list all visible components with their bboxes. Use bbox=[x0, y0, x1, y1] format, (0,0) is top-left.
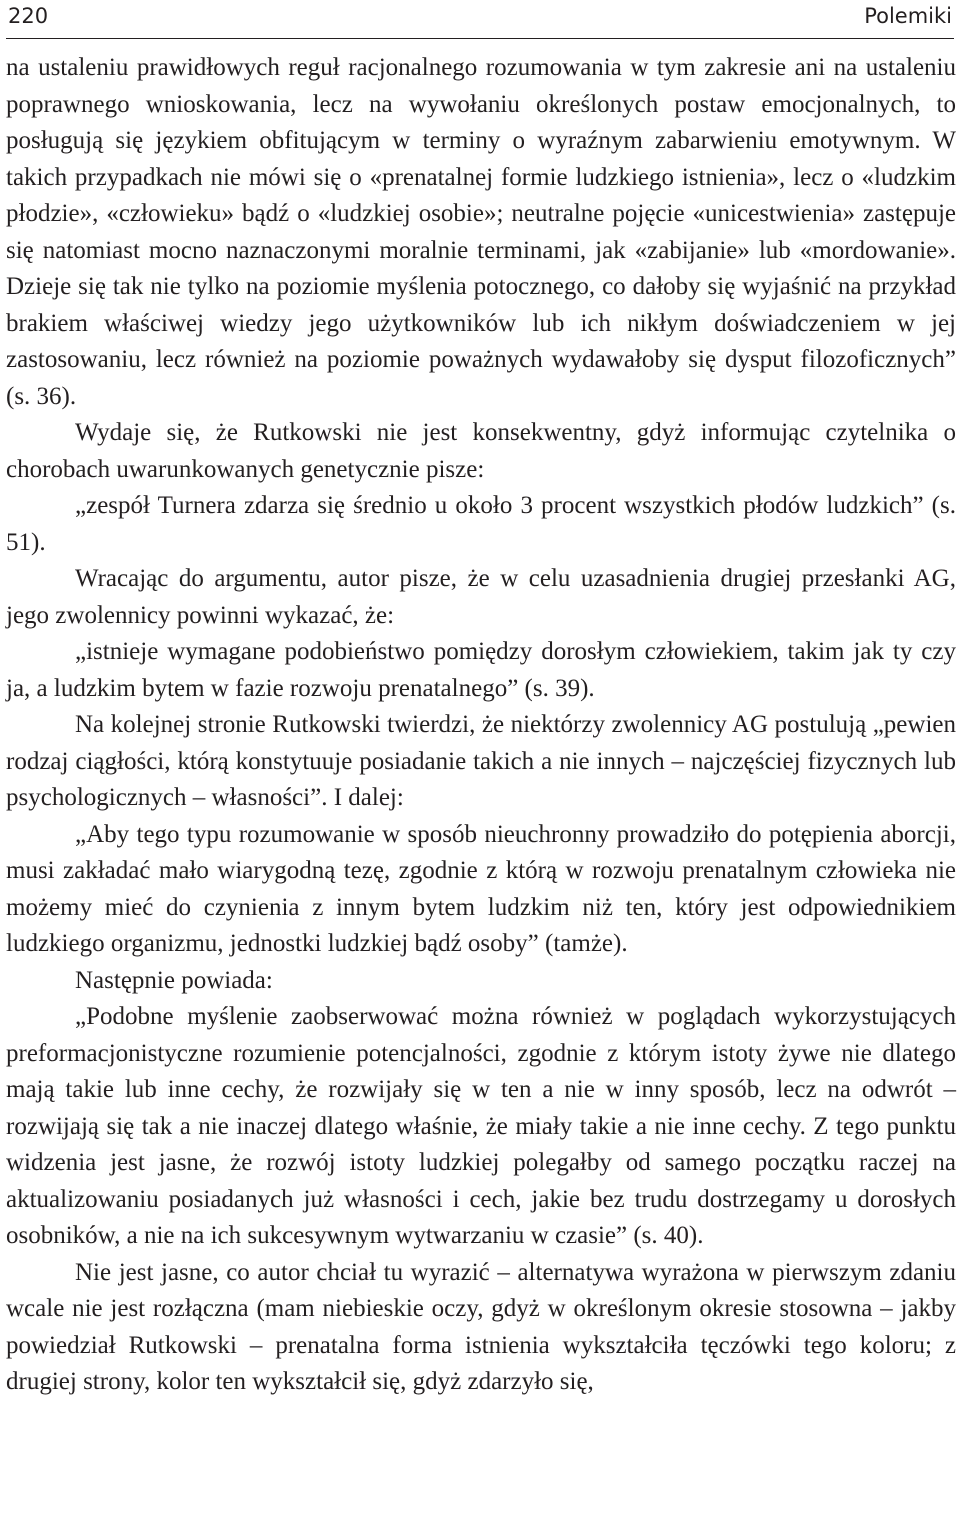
paragraph-continued: na ustaleniu prawidłowych reguł racjonalnego rozumowania w tym zakresie ani na ustaleniu poprawnego wnioskowania, lecz na wywołaniu określonych postaw emocjonalnych, to posługują się językiem obfitującym w terminy o wyraźnym zabarwieniu emotywnym. W takich przypadkach nie mówi się o «prenatalnej formie ludzkiego istnienia», lecz o «ludzkim płodzie», «człowieku» bądź o «ludzkiej osobie»; neutralne pojęcie «unicestwienia» zastępuje się natomiast mocno naznaczonymi moralnie terminami, jak «zabijanie» lub «mordowanie». Dzieje się tak nie tylko na poziomie myślenia potocznego, co dałoby się wyjaśnić na przykład brakiem właściwej wiedzy jego użytkowników lub ich nikłym doświadczeniem w jej zastosowaniu, lecz również na poziomie poważnych wydawałoby się dysput filozoficznych” (s. 36). bbox=[6, 54, 956, 410]
running-head: Polemiki bbox=[864, 4, 952, 28]
quotation: „Podobne myślenie zaobserwować można również w poglądach wykorzystujących preformacjonistyczne rozumienie potencjalności, zgodnie z którym istoty żywe nie dlatego mają takie lub inne cechy, że rozwijały się w ten a nie w inny sposób, lecz na odwrót – rozwijają się tak a nie inaczej dlatego właśnie, że miały takie a nie inne cechy. Z tego punktu widzenia jest jasne, że rozwój istoty ludzkiej polegałby od samego początku raczej na aktualizowaniu posiadanych już własności i cech, jakie bez trudu dostrzegamy u dorosłych osobników, a nie na ich sukcesywnym wytwarzaniu w czasie” (s. 40). bbox=[6, 1003, 956, 1249]
paragraph: Nie jest jasne, co autor chciał tu wyrazić – alternatywa wyrażona w pierwszym zdaniu wcale nie jest rozłączna (mam niebieskie oczy, gdyż w określonym okresie stosowna – jakby powiedział Rutkowski – prenatalna forma istnienia wykształciła tęczówki tego koloru; z drugiej strony, kolor ten wykształcił się, gdyż zdarzyło się, bbox=[6, 1258, 956, 1395]
paragraph: Na kolejnej stronie Rutkowski twierdzi, że niektórzy zwolennicy AG postulują „pewien rodzaj ciągłości, którą konstytuuje posiadanie takich a nie innych – najczęściej fizycznych lub psychologicznych – własności”. I dalej: bbox=[6, 711, 956, 811]
paragraph: Wracając do argumentu, autor pisze, że w celu uzasadnienia drugiej przesłanki AG, jego zwolennicy powinni wykazać, że: bbox=[6, 565, 956, 629]
paragraph: Następnie powiada: bbox=[75, 966, 273, 994]
paragraph: Wydaje się, że Rutkowski nie jest konsekwentny, gdyż informując czytelnika o chorobach uwarunkowanych genetycznie pisze: bbox=[6, 419, 956, 483]
quotation: „zespół Turnera zdarza się średnio u około 3 procent wszystkich płodów ludzkich” (s. 51). bbox=[6, 492, 956, 556]
body-text bbox=[6, 50, 956, 1401]
page-number: 220 bbox=[8, 4, 49, 28]
quotation: „Aby tego typu rozumowanie w sposób nieuchronny prowadziło do potępienia aborcji, musi zakładać mało wiarygodną tezę, zgodnie z którą w rozwoju prenatalnym człowieka nie możemy mieć do czynienia z innym bytem ludzkim niż ten, który jest odpowiednikiem ludzkiego organizmu, jednostki ludzkiej bądź osoby” (tamże). bbox=[6, 820, 956, 957]
page-header bbox=[6, 0, 954, 39]
quotation: „istnieje wymagane podobieństwo pomiędzy dorosłym człowiekiem, takim jak ty czy ja, a ludzkim bytem w fazie rozwoju prenatalnego” (s. 39). bbox=[6, 638, 956, 702]
